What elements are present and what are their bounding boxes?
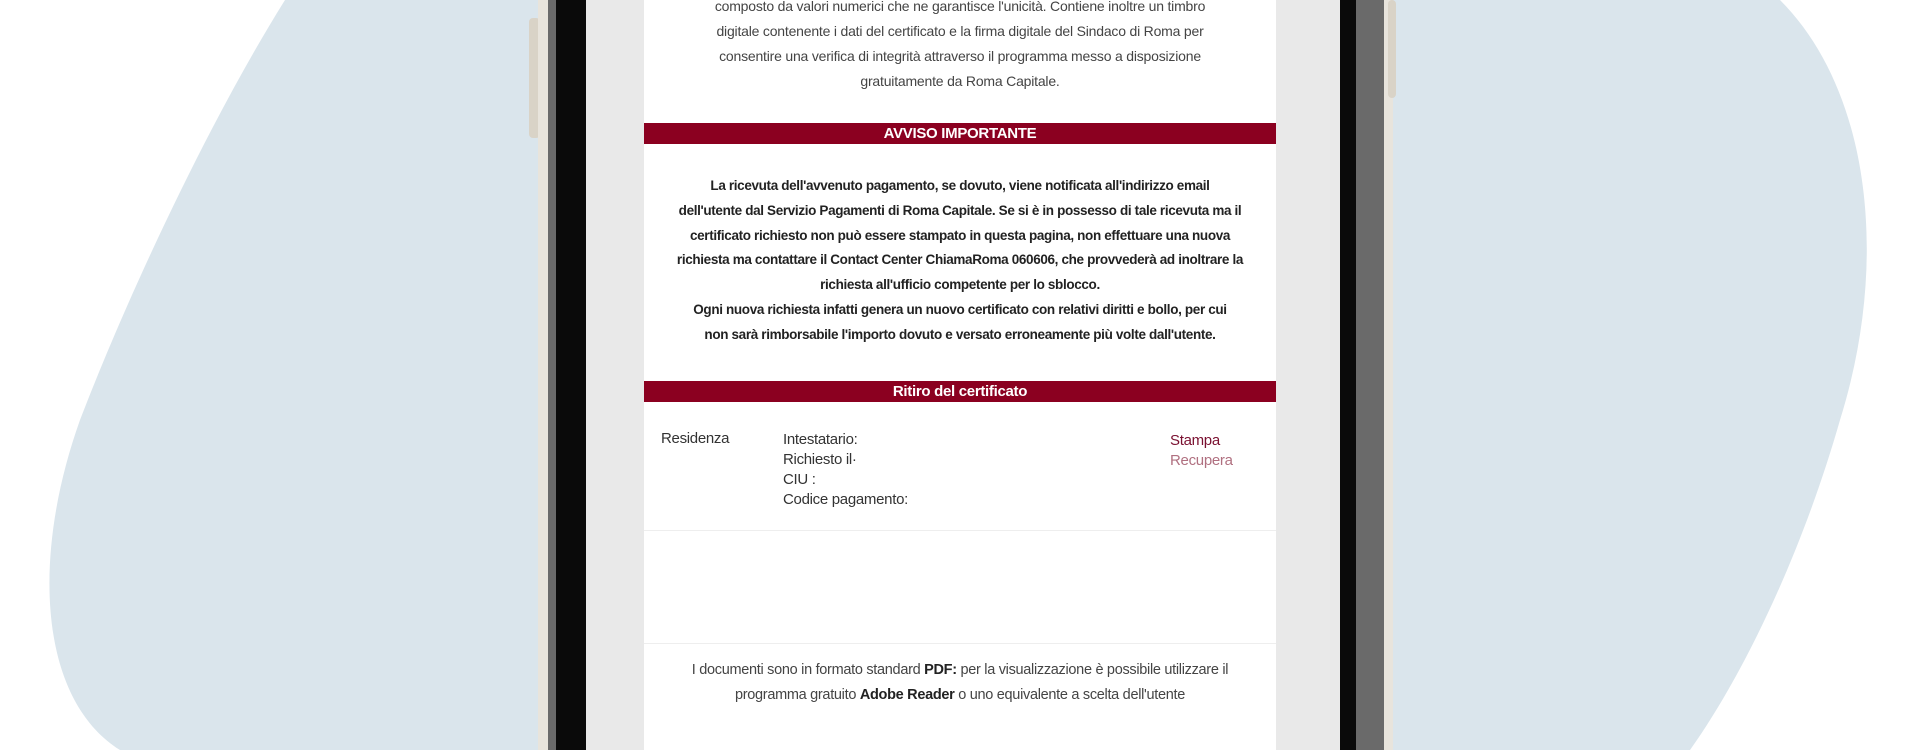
divider [644,530,1276,531]
avviso-line: richiesta all'ufficio competente per lo sblocco. [820,277,1100,293]
avviso-line: certificato richiesto non può essere stampato in questa pagina, non effettuare una nuova [689,227,1231,243]
pdf-info-text-part: I documenti sono in formato standard [691,662,925,678]
avviso-line: Ogni nuova richiesta infatti genera un nuovo certificato con relativi diritti e bollo, per cui [693,301,1227,317]
ciu-label: CIU : [783,471,816,488]
pdf-format-label: PDF: [924,662,957,678]
pdf-info-text-part: per la visualizzazione è possibile utilizzare il [956,662,1229,678]
richiesto-label: Richiesto il· [783,451,857,468]
avviso-line: dell'utente dal Servizio Pagamenti di Roma Capitale. Se si è in possesso di tale ricevuta ma il [678,202,1242,218]
codice-pagamento-label: Codice pagamento: [783,491,908,508]
intro-line: digitale contenente i dati del certificato e la firma digitale del Sindaco di Roma per [716,23,1204,39]
stampa-link[interactable]: Stampa [1170,432,1220,449]
avviso-header: AVVISO IMPORTANTE [644,123,1276,144]
pdf-info-text-part: programma gratuito [734,687,860,703]
recupera-link[interactable]: Recupera [1170,452,1233,469]
intro-line: gratuitamente da Roma Capitale. [860,73,1060,89]
avviso-line: non sarà rimborsabile l'importo dovuto e versato erroneamente più volte dall'utente. [704,326,1216,342]
certificate-row [644,430,1276,530]
avviso-line: richiesta ma contattare il Contact Center ChiamaRoma 060606, che provvederà ad inoltrare la [676,252,1244,268]
pdf-info-text-part: o uno equivalente a scelta dell'utente [954,687,1186,703]
phone-screen-border-right [1340,0,1356,750]
divider [644,643,1276,644]
pdf-info-text [644,658,1276,708]
avviso-line: La ricevuta dell'avvenuto pagamento, se dovuto, viene notificata all'indirizzo email [710,178,1210,193]
intro-line: consentire una verifica di integrità attraverso il programma messo a disposizione [719,48,1201,64]
ritiro-header: Ritiro del certificato [644,381,1276,402]
certificate-type: Residenza [661,430,730,447]
pdf-info-line-1 [656,658,1264,683]
intro-text [644,0,1276,94]
intestatario-label: Intestatario: [783,431,858,448]
intro-line: composto da valori numerici che ne garantisce l'unicità. Contiene inoltre un timbro [714,0,1206,14]
phone-screen [586,0,1340,750]
adobe-reader-label: Adobe Reader [859,687,955,703]
avviso-text [644,174,1276,348]
certificate-page [644,0,1276,750]
pdf-info-line-2 [656,683,1264,708]
certificate-fields [783,430,908,510]
phone-side-button-right [1388,0,1396,98]
